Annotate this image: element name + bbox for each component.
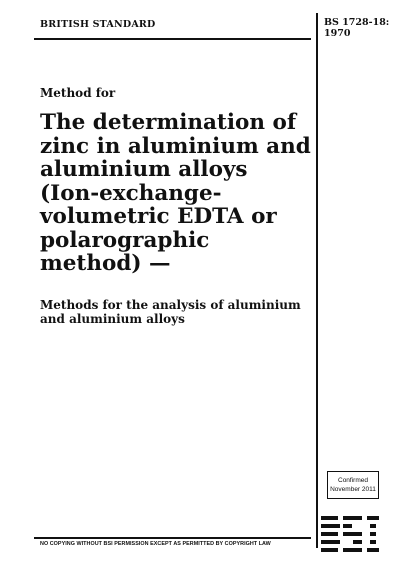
header-rule [34, 38, 311, 40]
method-label: Method for [40, 86, 116, 100]
standard-number [324, 17, 394, 39]
vertical-rule [316, 13, 318, 548]
confirmed-stamp [327, 471, 379, 499]
confirmed-date: November 2011 [330, 486, 376, 493]
copyright-notice: NO COPYING WITHOUT BSI PERMISSION EXCEPT AS PERMITTED BY COPYRIGHT LAW [40, 541, 271, 547]
publisher-label: BRITISH STANDARD [40, 19, 156, 30]
document-subtitle: Methods for the analysis of aluminium and aluminium alloys [40, 298, 301, 326]
standard-number-line2: 1970 [324, 28, 351, 39]
confirmed-label: Confirmed [338, 477, 368, 484]
standard-number-line1: BS 1728-18: [324, 17, 390, 28]
footer-rule [34, 537, 311, 539]
document-title: The determination of zinc in aluminium and aluminium alloys (Ion-exchange-volumetric EDTA or polarographic method) — [40, 110, 311, 276]
bsi-logo [319, 512, 385, 556]
